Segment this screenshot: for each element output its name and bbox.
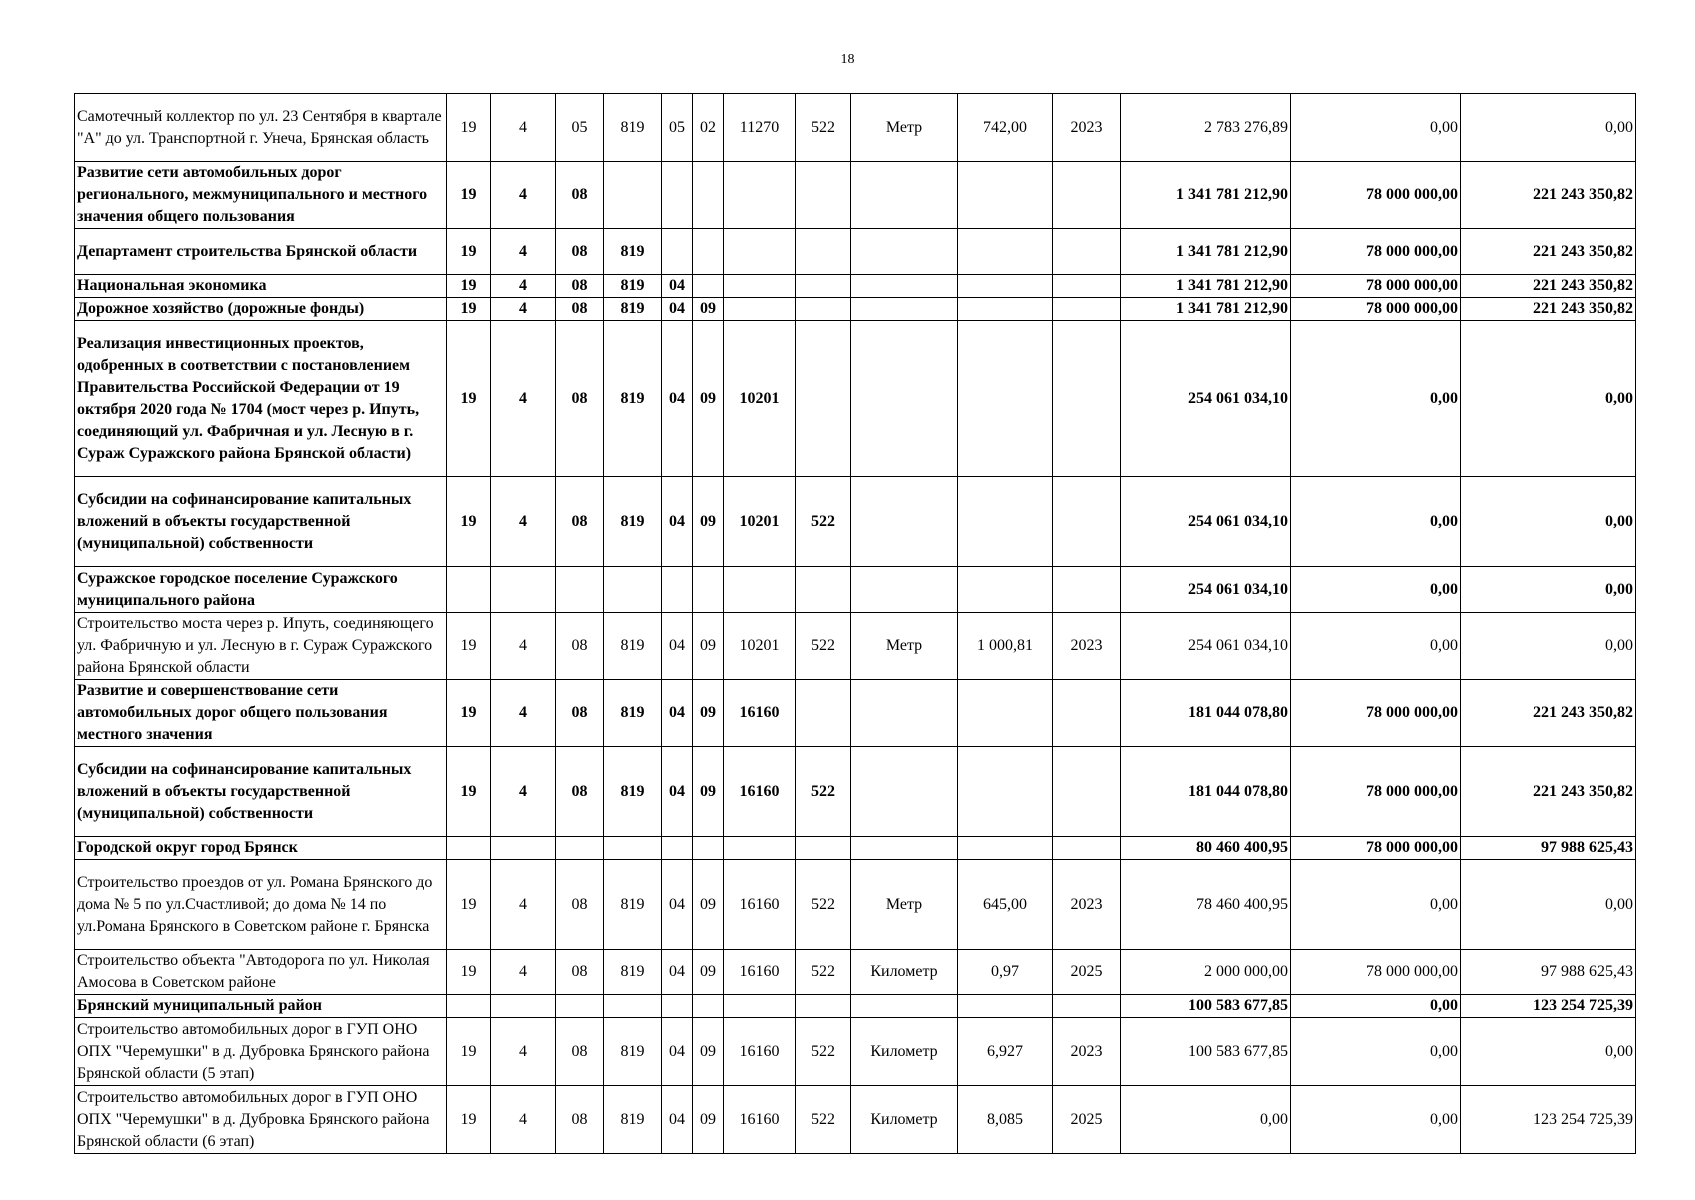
code-7-cell: 16160: [724, 747, 796, 837]
code-6-cell: [693, 229, 724, 275]
amount-1-cell: 1 341 781 212,90: [1121, 162, 1291, 229]
amount-2-cell: 0,00: [1291, 567, 1461, 613]
year-cell: 2025: [1053, 1086, 1121, 1154]
amount-3-cell: 221 243 350,82: [1461, 162, 1636, 229]
quantity-cell: 742,00: [958, 94, 1053, 162]
unit-cell: [851, 680, 958, 747]
code-3-cell: [556, 837, 604, 860]
code-5-cell: 04: [662, 860, 693, 950]
amount-2-cell: 0,00: [1291, 1086, 1461, 1154]
row-name-cell: Суражское городское поселение Суражского муниципального района: [75, 567, 447, 613]
amount-3-cell: 221 243 350,82: [1461, 298, 1636, 321]
code-2-cell: [491, 567, 556, 613]
code-4-cell: 819: [604, 950, 662, 995]
quantity-cell: [958, 162, 1053, 229]
code-1-cell: 19: [447, 229, 491, 275]
code-2-cell: 4: [491, 680, 556, 747]
code-4-cell: 819: [604, 477, 662, 567]
amount-3-cell: 221 243 350,82: [1461, 275, 1636, 298]
table-row: [75, 1086, 1636, 1154]
amount-2-cell: 0,00: [1291, 1018, 1461, 1086]
code-6-cell: [693, 162, 724, 229]
code-6-cell: 09: [693, 950, 724, 995]
code-3-cell: 08: [556, 298, 604, 321]
code-1-cell: 19: [447, 1086, 491, 1154]
amount-3-cell: 221 243 350,82: [1461, 680, 1636, 747]
code-1-cell: 19: [447, 950, 491, 995]
code-4-cell: 819: [604, 229, 662, 275]
page-number: 18: [840, 52, 855, 67]
year-cell: [1053, 837, 1121, 860]
code-5-cell: 04: [662, 275, 693, 298]
code-4-cell: 819: [604, 1086, 662, 1154]
code-2-cell: 4: [491, 162, 556, 229]
code-7-cell: [724, 275, 796, 298]
year-cell: 2025: [1053, 950, 1121, 995]
code-7-cell: [724, 229, 796, 275]
code-6-cell: 09: [693, 613, 724, 680]
unit-cell: [851, 477, 958, 567]
code-6-cell: 09: [693, 747, 724, 837]
amount-3-cell: 0,00: [1461, 567, 1636, 613]
code-5-cell: [662, 995, 693, 1018]
amount-3-cell: 97 988 625,43: [1461, 837, 1636, 860]
year-cell: [1053, 995, 1121, 1018]
code-5-cell: [662, 162, 693, 229]
table-row: [75, 477, 1636, 567]
code-2-cell: [491, 837, 556, 860]
table-row: [75, 321, 1636, 477]
amount-1-cell: 78 460 400,95: [1121, 860, 1291, 950]
amount-2-cell: 78 000 000,00: [1291, 162, 1461, 229]
amount-1-cell: 100 583 677,85: [1121, 995, 1291, 1018]
code-7-cell: [724, 298, 796, 321]
amount-1-cell: 254 061 034,10: [1121, 477, 1291, 567]
quantity-cell: 0,97: [958, 950, 1053, 995]
code-3-cell: 08: [556, 229, 604, 275]
row-name-cell: Развитие и совершенствование сети автомобильных дорог общего пользования местного значения: [75, 680, 447, 747]
code-4-cell: [604, 837, 662, 860]
table-row: [75, 229, 1636, 275]
amount-3-cell: 221 243 350,82: [1461, 747, 1636, 837]
row-name-cell: Самотечный коллектор по ул. 23 Сентября в квартале "А" до ул. Транспортной г. Унеча, Брянская область: [75, 94, 447, 162]
amount-3-cell: 123 254 725,39: [1461, 995, 1636, 1018]
code-6-cell: 09: [693, 860, 724, 950]
amount-1-cell: 1 341 781 212,90: [1121, 275, 1291, 298]
code-4-cell: 819: [604, 321, 662, 477]
unit-cell: Километр: [851, 950, 958, 995]
code-7-cell: [724, 567, 796, 613]
table-row: [75, 613, 1636, 680]
amount-1-cell: 1 341 781 212,90: [1121, 229, 1291, 275]
quantity-cell: 1 000,81: [958, 613, 1053, 680]
year-cell: [1053, 275, 1121, 298]
amount-1-cell: 2 000 000,00: [1121, 950, 1291, 995]
amount-2-cell: 0,00: [1291, 995, 1461, 1018]
table-row: [75, 94, 1636, 162]
amount-1-cell: 181 044 078,80: [1121, 747, 1291, 837]
year-cell: 2023: [1053, 94, 1121, 162]
code-7-cell: 16160: [724, 950, 796, 995]
quantity-cell: [958, 837, 1053, 860]
code-1-cell: 19: [447, 275, 491, 298]
year-cell: [1053, 229, 1121, 275]
code-1-cell: 19: [447, 860, 491, 950]
code-3-cell: 08: [556, 613, 604, 680]
unit-cell: [851, 229, 958, 275]
code-8-cell: 522: [796, 860, 851, 950]
code-4-cell: [604, 995, 662, 1018]
code-3-cell: 08: [556, 950, 604, 995]
table-row: [75, 1018, 1636, 1086]
code-2-cell: 4: [491, 229, 556, 275]
table-row: [75, 747, 1636, 837]
unit-cell: [851, 567, 958, 613]
year-cell: [1053, 680, 1121, 747]
code-8-cell: [796, 567, 851, 613]
table-row: [75, 860, 1636, 950]
table-row: [75, 162, 1636, 229]
code-8-cell: 522: [796, 950, 851, 995]
budget-table: [74, 93, 1636, 1154]
row-name-cell: Строительство объекта "Автодорога по ул. Николая Амосова в Советском районе: [75, 950, 447, 995]
amount-3-cell: 0,00: [1461, 860, 1636, 950]
code-1-cell: 19: [447, 298, 491, 321]
code-2-cell: 4: [491, 275, 556, 298]
code-1-cell: [447, 995, 491, 1018]
quantity-cell: [958, 995, 1053, 1018]
row-name-cell: Строительство проездов от ул. Романа Брянского до дома № 5 по ул.Счастливой; до дома № 14 по ул.Романа Брянского в Советском районе г. Брянска: [75, 860, 447, 950]
amount-3-cell: 0,00: [1461, 94, 1636, 162]
quantity-cell: [958, 567, 1053, 613]
code-1-cell: 19: [447, 321, 491, 477]
code-5-cell: 04: [662, 680, 693, 747]
code-3-cell: [556, 567, 604, 613]
table-row: [75, 275, 1636, 298]
row-name-cell: Городской округ город Брянск: [75, 837, 447, 860]
amount-1-cell: 254 061 034,10: [1121, 567, 1291, 613]
code-4-cell: 819: [604, 298, 662, 321]
quantity-cell: 6,927: [958, 1018, 1053, 1086]
row-name-cell: Строительство автомобильных дорог в ГУП ОНО ОПХ "Черемушки" в д. Дубровка Брянского района Брянской области (5 этап): [75, 1018, 447, 1086]
amount-2-cell: 78 000 000,00: [1291, 837, 1461, 860]
code-8-cell: [796, 680, 851, 747]
code-4-cell: 819: [604, 275, 662, 298]
code-3-cell: 08: [556, 162, 604, 229]
code-8-cell: [796, 229, 851, 275]
table-row: [75, 298, 1636, 321]
amount-2-cell: 78 000 000,00: [1291, 229, 1461, 275]
quantity-cell: [958, 477, 1053, 567]
row-name-cell: Брянский муниципальный район: [75, 995, 447, 1018]
code-5-cell: 04: [662, 950, 693, 995]
year-cell: 2023: [1053, 1018, 1121, 1086]
code-2-cell: 4: [491, 94, 556, 162]
amount-1-cell: 1 341 781 212,90: [1121, 298, 1291, 321]
code-5-cell: 04: [662, 613, 693, 680]
unit-cell: [851, 995, 958, 1018]
amount-2-cell: 0,00: [1291, 94, 1461, 162]
code-4-cell: [604, 162, 662, 229]
row-name-cell: Строительство автомобильных дорог в ГУП ОНО ОПХ "Черемушки" в д. Дубровка Брянского района Брянской области (6 этап): [75, 1086, 447, 1154]
table-body: [75, 94, 1636, 1154]
code-1-cell: 19: [447, 94, 491, 162]
unit-cell: [851, 275, 958, 298]
amount-1-cell: 2 783 276,89: [1121, 94, 1291, 162]
code-1-cell: 19: [447, 747, 491, 837]
amount-3-cell: 221 243 350,82: [1461, 229, 1636, 275]
code-3-cell: 08: [556, 1086, 604, 1154]
code-7-cell: 16160: [724, 680, 796, 747]
code-7-cell: [724, 995, 796, 1018]
code-2-cell: 4: [491, 1018, 556, 1086]
row-name-cell: Национальная экономика: [75, 275, 447, 298]
code-1-cell: [447, 567, 491, 613]
code-7-cell: 16160: [724, 860, 796, 950]
quantity-cell: [958, 229, 1053, 275]
table-row: [75, 567, 1636, 613]
code-2-cell: 4: [491, 860, 556, 950]
code-5-cell: 04: [662, 321, 693, 477]
code-7-cell: 16160: [724, 1086, 796, 1154]
row-name-cell: Субсидии на софинансирование капитальных вложений в объекты государственной (муниципальной) собственности: [75, 477, 447, 567]
row-name-cell: Субсидии на софинансирование капитальных вложений в объекты государственной (муниципальной) собственности: [75, 747, 447, 837]
code-8-cell: 522: [796, 747, 851, 837]
code-6-cell: [693, 275, 724, 298]
code-2-cell: 4: [491, 613, 556, 680]
code-3-cell: 08: [556, 321, 604, 477]
code-8-cell: [796, 995, 851, 1018]
code-5-cell: 04: [662, 747, 693, 837]
code-8-cell: 522: [796, 477, 851, 567]
quantity-cell: [958, 298, 1053, 321]
code-5-cell: 04: [662, 1018, 693, 1086]
year-cell: [1053, 298, 1121, 321]
code-4-cell: 819: [604, 1018, 662, 1086]
table-row: [75, 837, 1636, 860]
amount-2-cell: 0,00: [1291, 613, 1461, 680]
table-row: [75, 680, 1636, 747]
code-3-cell: 08: [556, 860, 604, 950]
code-6-cell: 09: [693, 298, 724, 321]
row-name-cell: Департамент строительства Брянской области: [75, 229, 447, 275]
amount-2-cell: 0,00: [1291, 860, 1461, 950]
code-6-cell: 09: [693, 477, 724, 567]
code-6-cell: [693, 995, 724, 1018]
code-7-cell: 16160: [724, 1018, 796, 1086]
amount-3-cell: 123 254 725,39: [1461, 1086, 1636, 1154]
unit-cell: Километр: [851, 1018, 958, 1086]
code-8-cell: 522: [796, 1086, 851, 1154]
code-1-cell: 19: [447, 477, 491, 567]
amount-1-cell: 100 583 677,85: [1121, 1018, 1291, 1086]
code-1-cell: 19: [447, 680, 491, 747]
year-cell: 2023: [1053, 613, 1121, 680]
code-8-cell: 522: [796, 94, 851, 162]
code-3-cell: 08: [556, 747, 604, 837]
year-cell: [1053, 162, 1121, 229]
code-5-cell: 04: [662, 298, 693, 321]
code-8-cell: [796, 162, 851, 229]
code-6-cell: 09: [693, 321, 724, 477]
unit-cell: [851, 747, 958, 837]
code-4-cell: 819: [604, 94, 662, 162]
code-7-cell: 11270: [724, 94, 796, 162]
amount-1-cell: 0,00: [1121, 1086, 1291, 1154]
row-name-cell: Развитие сети автомобильных дорог регионального, межмуниципального и местного значения общего пользования: [75, 162, 447, 229]
code-3-cell: 08: [556, 680, 604, 747]
code-5-cell: [662, 567, 693, 613]
code-7-cell: [724, 837, 796, 860]
code-7-cell: 10201: [724, 477, 796, 567]
code-1-cell: 19: [447, 162, 491, 229]
code-6-cell: 02: [693, 94, 724, 162]
code-2-cell: 4: [491, 321, 556, 477]
amount-2-cell: 78 000 000,00: [1291, 680, 1461, 747]
code-5-cell: [662, 229, 693, 275]
code-8-cell: [796, 837, 851, 860]
year-cell: [1053, 747, 1121, 837]
code-3-cell: 08: [556, 275, 604, 298]
code-7-cell: 10201: [724, 613, 796, 680]
quantity-cell: [958, 275, 1053, 298]
code-6-cell: [693, 567, 724, 613]
code-4-cell: 819: [604, 613, 662, 680]
code-6-cell: 09: [693, 680, 724, 747]
quantity-cell: [958, 680, 1053, 747]
unit-cell: [851, 321, 958, 477]
code-2-cell: 4: [491, 1086, 556, 1154]
code-5-cell: 05: [662, 94, 693, 162]
row-name-cell: Реализация инвестиционных проектов, одобренных в соответствии с постановлением Правительства Российской Федерации от 19 октября 2020 года № 1704 (мост через р. Ипуть, соединяющий ул. Фабричная и ул. Лесную в г. Сураж Суражского района Брянской области): [75, 321, 447, 477]
year-cell: 2023: [1053, 860, 1121, 950]
amount-3-cell: 97 988 625,43: [1461, 950, 1636, 995]
amount-2-cell: 78 000 000,00: [1291, 950, 1461, 995]
year-cell: [1053, 321, 1121, 477]
amount-2-cell: 0,00: [1291, 477, 1461, 567]
code-7-cell: 10201: [724, 321, 796, 477]
quantity-cell: 645,00: [958, 860, 1053, 950]
code-8-cell: [796, 321, 851, 477]
code-6-cell: 09: [693, 1018, 724, 1086]
code-5-cell: 04: [662, 477, 693, 567]
year-cell: [1053, 477, 1121, 567]
unit-cell: [851, 162, 958, 229]
code-2-cell: 4: [491, 298, 556, 321]
row-name-cell: Строительство моста через р. Ипуть, соединяющего ул. Фабричную и ул. Лесную в г. Сураж Суражского района Брянской области: [75, 613, 447, 680]
unit-cell: [851, 837, 958, 860]
code-6-cell: 09: [693, 1086, 724, 1154]
quantity-cell: [958, 747, 1053, 837]
table-row: [75, 950, 1636, 995]
code-6-cell: [693, 837, 724, 860]
unit-cell: [851, 298, 958, 321]
amount-3-cell: 0,00: [1461, 1018, 1636, 1086]
code-5-cell: [662, 837, 693, 860]
unit-cell: Метр: [851, 860, 958, 950]
amount-1-cell: 181 044 078,80: [1121, 680, 1291, 747]
code-4-cell: 819: [604, 860, 662, 950]
amount-2-cell: 78 000 000,00: [1291, 747, 1461, 837]
amount-3-cell: 0,00: [1461, 477, 1636, 567]
code-2-cell: 4: [491, 950, 556, 995]
code-2-cell: 4: [491, 747, 556, 837]
code-1-cell: 19: [447, 1018, 491, 1086]
code-2-cell: 4: [491, 477, 556, 567]
unit-cell: Метр: [851, 613, 958, 680]
year-cell: [1053, 567, 1121, 613]
code-3-cell: 08: [556, 1018, 604, 1086]
amount-2-cell: 78 000 000,00: [1291, 298, 1461, 321]
code-7-cell: [724, 162, 796, 229]
amount-3-cell: 0,00: [1461, 321, 1636, 477]
amount-3-cell: 0,00: [1461, 613, 1636, 680]
code-3-cell: 08: [556, 477, 604, 567]
unit-cell: Метр: [851, 94, 958, 162]
amount-2-cell: 0,00: [1291, 321, 1461, 477]
code-1-cell: [447, 837, 491, 860]
quantity-cell: 8,085: [958, 1086, 1053, 1154]
code-2-cell: [491, 995, 556, 1018]
amount-1-cell: 254 061 034,10: [1121, 321, 1291, 477]
row-name-cell: Дорожное хозяйство (дорожные фонды): [75, 298, 447, 321]
code-4-cell: 819: [604, 747, 662, 837]
code-8-cell: 522: [796, 613, 851, 680]
amount-1-cell: 80 460 400,95: [1121, 837, 1291, 860]
table-row: [75, 995, 1636, 1018]
quantity-cell: [958, 321, 1053, 477]
code-5-cell: 04: [662, 1086, 693, 1154]
amount-2-cell: 78 000 000,00: [1291, 275, 1461, 298]
code-3-cell: [556, 995, 604, 1018]
amount-1-cell: 254 061 034,10: [1121, 613, 1291, 680]
code-8-cell: [796, 275, 851, 298]
code-8-cell: [796, 298, 851, 321]
code-1-cell: 19: [447, 613, 491, 680]
code-4-cell: [604, 567, 662, 613]
code-8-cell: 522: [796, 1018, 851, 1086]
code-3-cell: 05: [556, 94, 604, 162]
code-4-cell: 819: [604, 680, 662, 747]
unit-cell: Километр: [851, 1086, 958, 1154]
